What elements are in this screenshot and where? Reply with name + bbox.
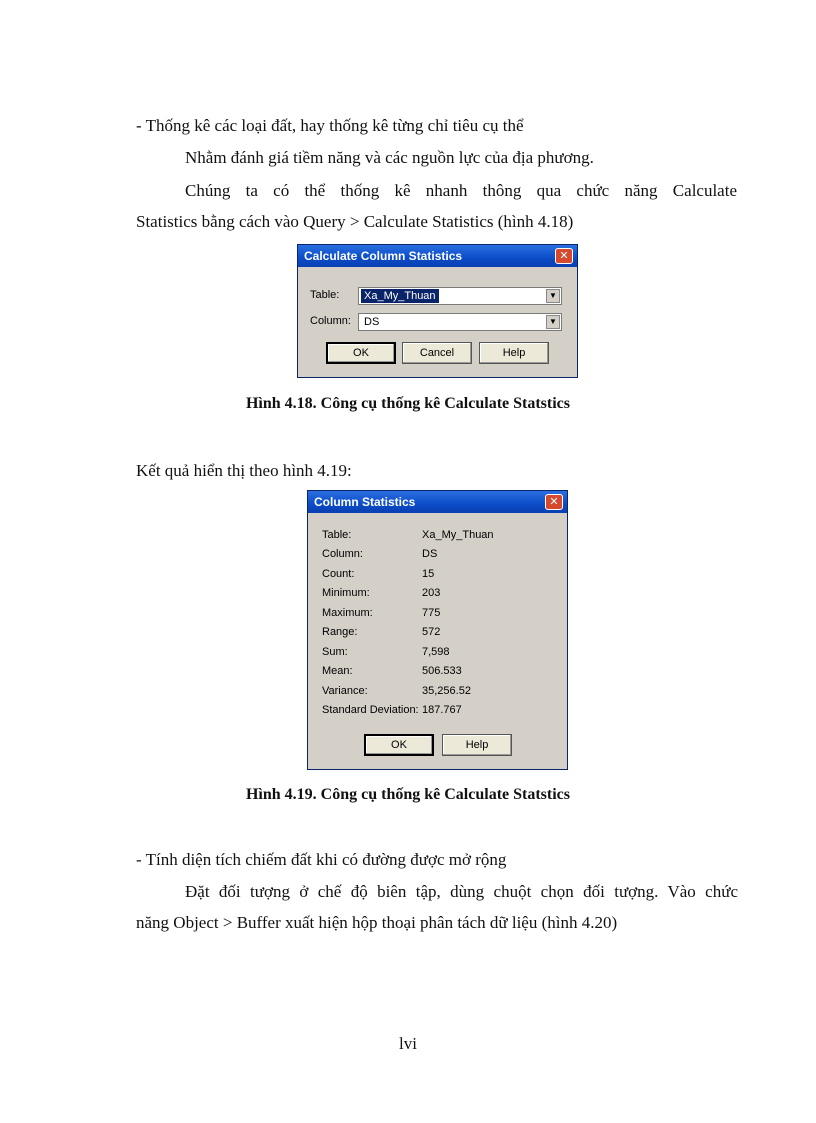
close-icon[interactable]: ✕ bbox=[555, 248, 573, 264]
paragraph-calc-line2: Statistics bằng cách vào Query > Calculate Statistics (hình 4.18) bbox=[136, 212, 574, 231]
stat-row-minimum: Minimum: 203 bbox=[322, 587, 441, 599]
bullet-area: - Tính diện tích chiếm đất khi có đường được mở rộng bbox=[136, 850, 507, 869]
figure-caption-4-19: Hình 4.19. Công cụ thống kê Calculate Statstics bbox=[245, 786, 571, 803]
ok-button[interactable]: OK bbox=[364, 734, 434, 756]
column-statistics-dialog bbox=[307, 490, 568, 770]
stat-row-sum: Sum: 7,598 bbox=[322, 646, 450, 658]
paragraph-buffer-line1: Đặt đối tượng ở chế độ biên tập, dùng chuột chọn đối tượng. Vào chức bbox=[185, 882, 738, 901]
calculate-column-statistics-dialog bbox=[297, 244, 578, 378]
stat-row-variance: Variance: 35,256.52 bbox=[322, 685, 471, 697]
paragraph-purpose: Nhằm đánh giá tiềm năng và các nguồn lực của địa phương. bbox=[185, 148, 594, 167]
stat-row-column: Column: DS bbox=[322, 548, 438, 560]
paragraph-buffer-line2: năng Object > Buffer xuất hiện hộp thoại phân tách dữ liệu (hình 4.20) bbox=[136, 913, 618, 932]
chevron-down-icon[interactable]: ▼ bbox=[546, 289, 560, 303]
help-button[interactable]: Help bbox=[479, 342, 549, 364]
dialog-titlebar[interactable] bbox=[298, 245, 577, 267]
table-label: Table: bbox=[310, 289, 340, 301]
close-icon[interactable]: ✕ bbox=[545, 494, 563, 510]
column-dropdown-value: DS bbox=[364, 316, 380, 328]
paragraph-calc-line1: Chúng ta có thể thống kê nhanh thông qua chức năng Calculate bbox=[185, 181, 737, 200]
chevron-down-icon[interactable]: ▼ bbox=[546, 315, 560, 329]
dialog-title: Column Statistics bbox=[314, 495, 416, 509]
page-number: lvi bbox=[399, 1034, 417, 1053]
stat-row-standard-deviation: Standard Deviation: 187.767 bbox=[322, 704, 462, 716]
result-intro: Kết quả hiển thị theo hình 4.19: bbox=[136, 461, 352, 480]
dialog-title: Calculate Column Statistics bbox=[304, 249, 463, 263]
stat-row-table: Table: Xa_My_Thuan bbox=[322, 529, 494, 541]
cancel-button[interactable]: Cancel bbox=[402, 342, 472, 364]
stat-row-mean: Mean: 506.533 bbox=[322, 665, 462, 677]
table-dropdown[interactable] bbox=[358, 287, 562, 305]
stat-row-maximum: Maximum: 775 bbox=[322, 607, 441, 619]
dialog-titlebar[interactable] bbox=[308, 491, 567, 513]
figure-caption-4-18: Hình 4.18. Công cụ thống kê Calculate Statstics bbox=[245, 395, 571, 412]
bullet-statistics: - Thống kê các loại đất, hay thống kê từng chỉ tiêu cụ thể bbox=[136, 116, 524, 135]
stat-row-count: Count: 15 bbox=[322, 568, 435, 580]
stat-row-range: Range: 572 bbox=[322, 626, 441, 638]
column-label: Column: bbox=[310, 315, 351, 327]
column-dropdown[interactable] bbox=[358, 313, 562, 331]
table-dropdown-value: Xa_My_Thuan bbox=[361, 289, 439, 303]
help-button[interactable]: Help bbox=[442, 734, 512, 756]
ok-button[interactable]: OK bbox=[326, 342, 396, 364]
